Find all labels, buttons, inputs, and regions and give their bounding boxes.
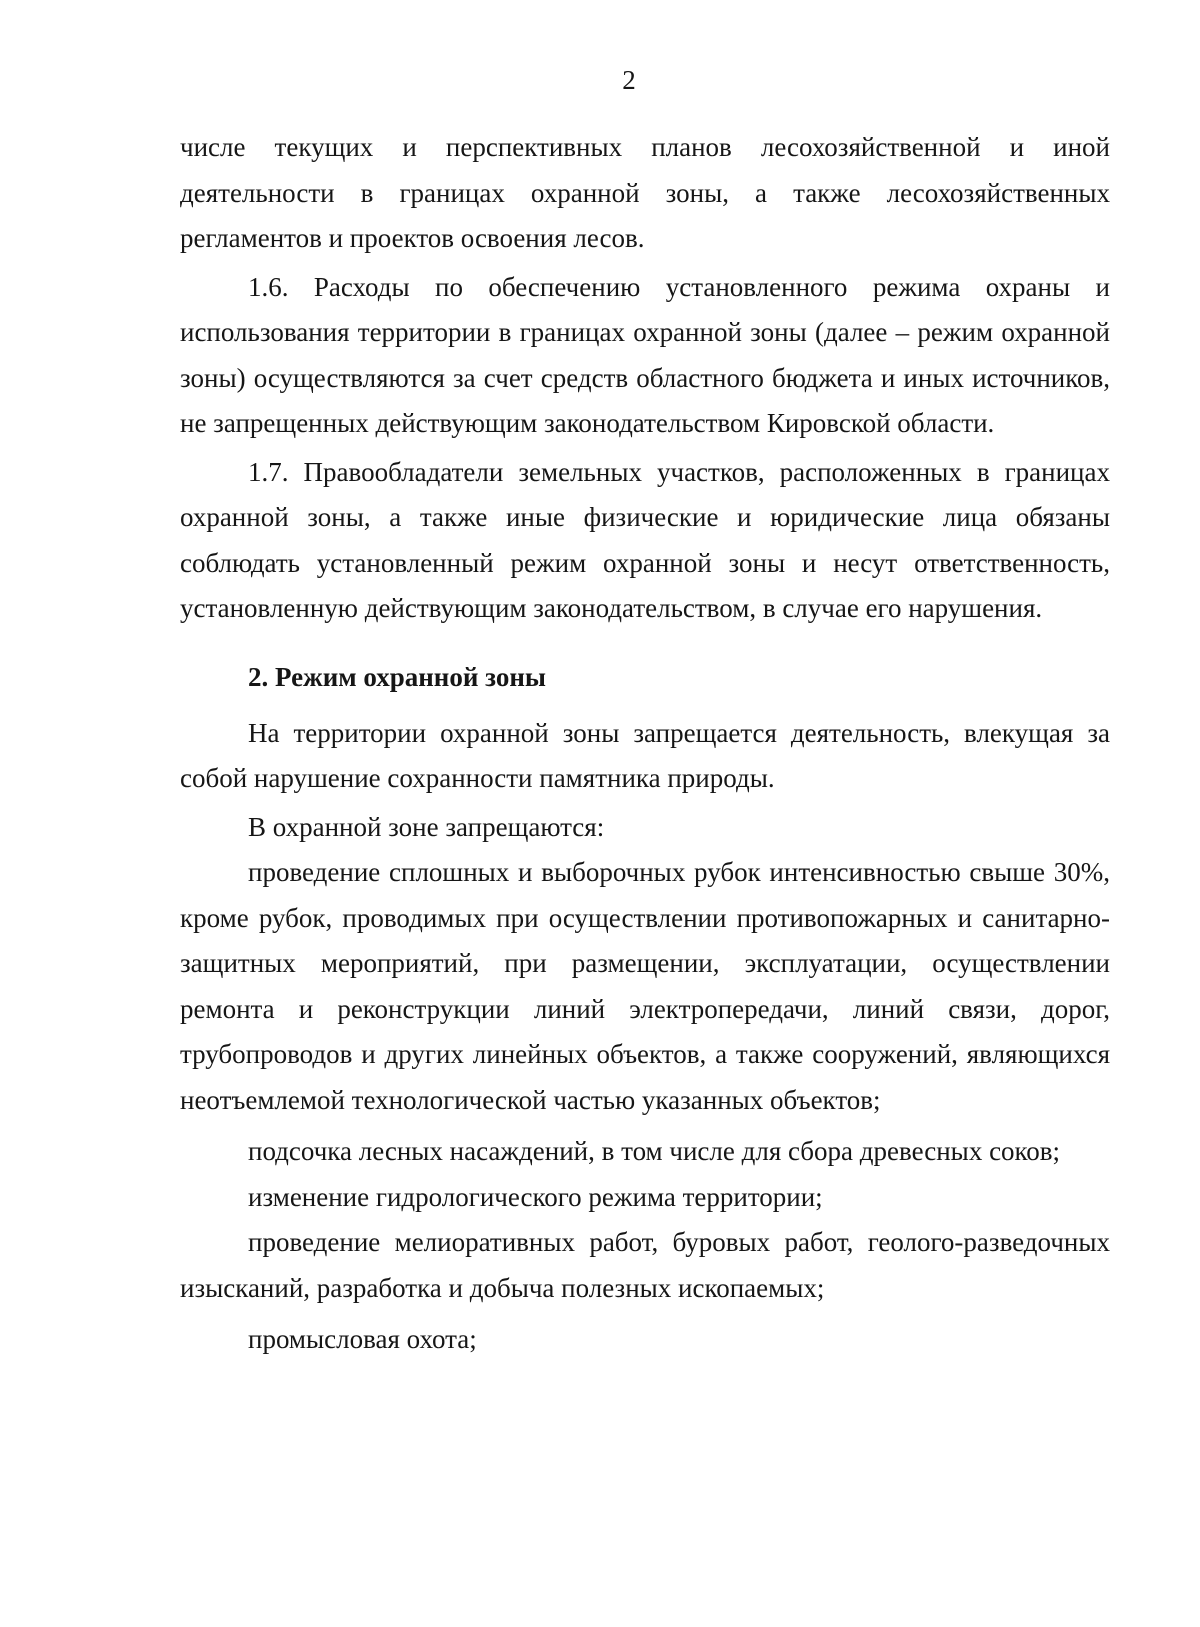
paragraph-1-6: 1.6. Расходы по обеспечению установленного режима охраны и использования территории в границах охранной зоны (далее – режим охранной зоны) осуществляются за счет средств областного бюджета и иных источников, не запрещенных действующим законодательством Кировской области.	[180, 271, 1110, 438]
paragraph-1-7: 1.7. Правообладатели земельных участков, расположенных в границах охранной зоны, а также иные физические и юридические лица обязаны соблюдать установленный режим охранной зоны и несут ответственность, установленную действующим законодательством, в случае его нарушения.	[180, 456, 1110, 623]
page-number: 2	[622, 65, 636, 95]
document-body	[180, 125, 1110, 1363]
prohibited-list	[180, 850, 1110, 1363]
section-intro: На территории охранной зоны запрещается деятельность, влекущая за собой нарушение сохранности памятника природы.	[180, 717, 1110, 793]
prohibited-lead: В охранной зоне запрещаются:	[248, 811, 605, 842]
list-item: подсочка лесных насаждений, в том числе для сбора древесных соков;	[248, 1136, 1061, 1166]
section-heading: 2. Режим охранной зоны	[248, 661, 546, 692]
list-item: проведение сплошных и выборочных рубок интенсивностью свыше 30%, кроме рубок, проводимых при осуществлении противопожарных и санитарно-защитных мероприятий, при размещении, эксплуатации, осуществлении ремонта и реконструкции линий электропередачи, линий связи, дорог, трубопроводов и других линейных объектов, а также сооружений, являющихся неотъемлемой технологической частью указанных объектов;	[180, 857, 1110, 1115]
list-item: изменение гидрологического режима территории;	[248, 1181, 823, 1212]
paragraph-continuation: числе текущих и перспективных планов лесохозяйственной и иной деятельности в границах охранной зоны, а также лесохозяйственных регламентов и проектов освоения лесов.	[180, 132, 1110, 253]
list-item: промысловая охота;	[248, 1324, 477, 1354]
list-item: проведение мелиоративных работ, буровых работ, геолого-разведочных изысканий, разработка и добыча полезных ископаемых;	[180, 1227, 1110, 1303]
